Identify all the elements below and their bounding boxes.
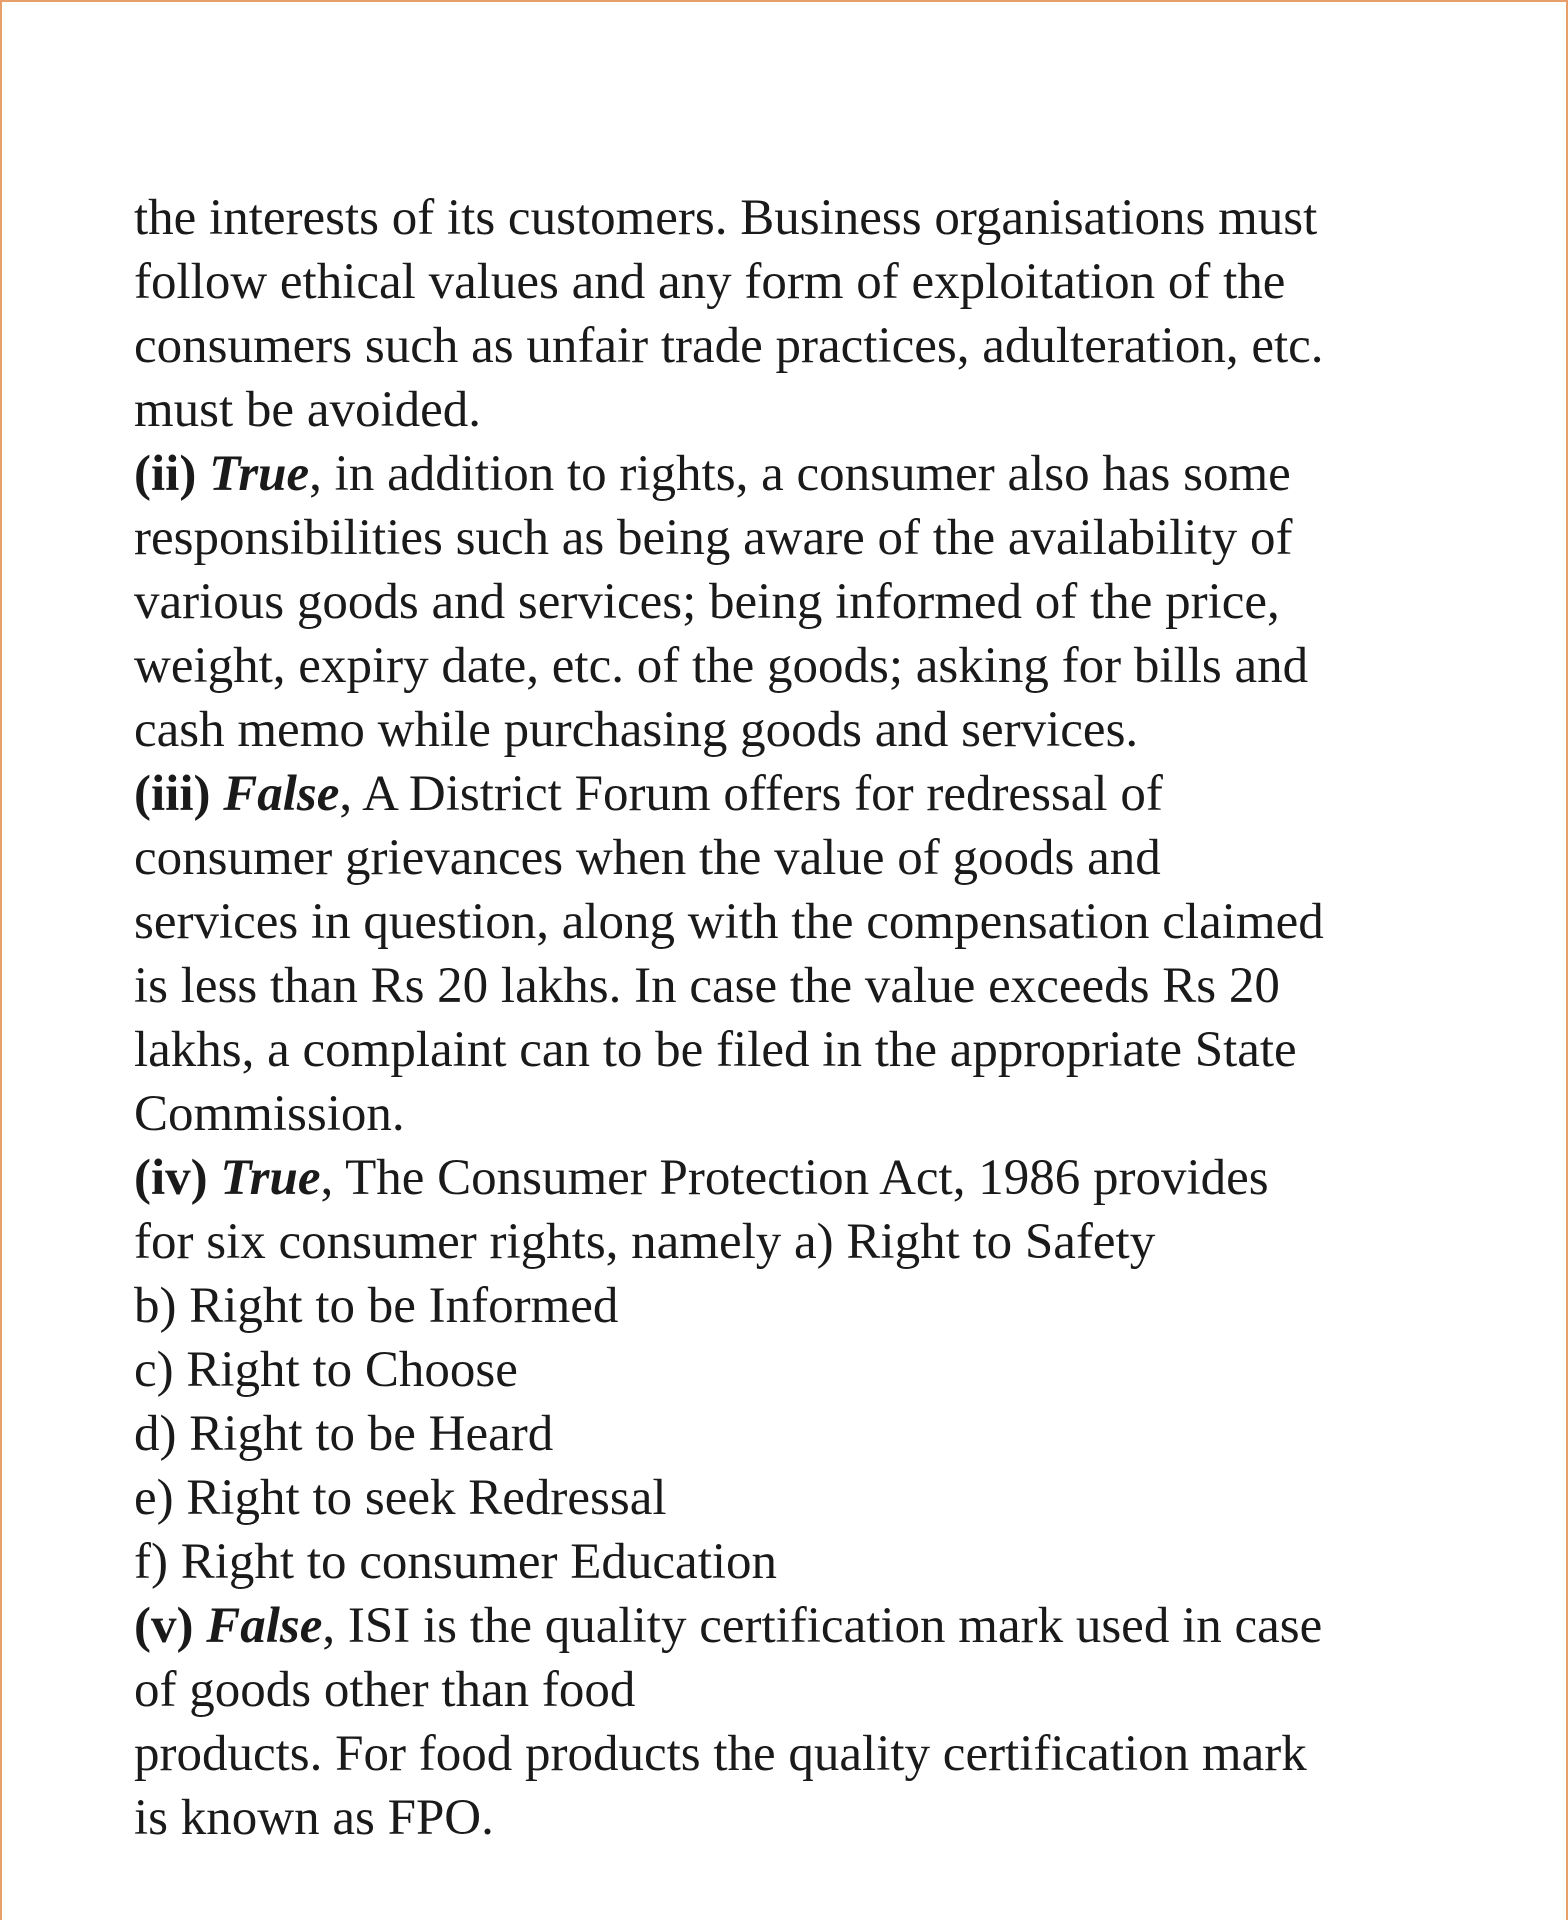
answer-text: , The Consumer Protection Act, 1986 provides (320, 1150, 1269, 1206)
text-line: of goods other than food (134, 1662, 636, 1718)
rights-list-item: f) Right to consumer Education (134, 1534, 778, 1590)
text-line: Commission. (134, 1086, 405, 1142)
text-line: must be avoided. (134, 382, 482, 438)
answer-first-line (134, 762, 1464, 826)
answer-text: , ISI is the quality certification mark used in case (322, 1598, 1323, 1654)
answer-ii (134, 442, 1464, 762)
text-line: follow ethical values and any form of exploitation of the (134, 254, 1286, 310)
text-line: is known as FPO. (134, 1790, 494, 1846)
text-line: products. For food products the quality certification mark (134, 1726, 1307, 1782)
answer-iii (134, 762, 1464, 1146)
rights-list-item: c) Right to Choose (134, 1342, 518, 1398)
text-line: responsibilities such as being aware of the availability of (134, 510, 1293, 566)
answer-number: (ii) (134, 446, 197, 502)
answer-first-line (134, 1146, 1464, 1210)
text-line: cash memo while purchasing goods and services. (134, 702, 1139, 758)
answer-number: (iii) (134, 766, 211, 822)
text-line: for six consumer rights, namely a) Right to Safety (134, 1214, 1156, 1270)
intro-paragraph (134, 186, 1464, 442)
answer-verdict: True (220, 1150, 321, 1206)
answer-number: (iv) (134, 1150, 208, 1206)
answer-v (134, 1594, 1464, 1850)
rights-list-item: e) Right to seek Redressal (134, 1470, 667, 1526)
answer-first-line (134, 442, 1464, 506)
rights-list-item: d) Right to be Heard (134, 1406, 554, 1462)
answer-verdict: False (206, 1598, 323, 1654)
text-line: services in question, along with the compensation claimed (134, 894, 1324, 950)
text-line: weight, expiry date, etc. of the goods; asking for bills and (134, 638, 1309, 694)
answer-text: , A District Forum offers for redressal of (339, 766, 1163, 822)
answer-text: , in addition to rights, a consumer also has some (309, 446, 1291, 502)
answer-number: (v) (134, 1598, 194, 1654)
text-line: consumers such as unfair trade practices, adulteration, etc. (134, 318, 1324, 374)
answer-iv (134, 1146, 1464, 1594)
document-body (134, 186, 1464, 1850)
answer-verdict: True (209, 446, 310, 502)
text-line: is less than Rs 20 lakhs. In case the value exceeds Rs 20 (134, 958, 1280, 1014)
answer-first-line (134, 1594, 1464, 1658)
text-line: various goods and services; being informed of the price, (134, 574, 1280, 630)
text-line: lakhs, a complaint can to be filed in the appropriate State (134, 1022, 1297, 1078)
rights-list-item: b) Right to be Informed (134, 1278, 619, 1334)
answer-verdict: False (223, 766, 340, 822)
text-line: the interests of its customers. Business organisations must (134, 190, 1318, 246)
text-line: consumer grievances when the value of goods and (134, 830, 1161, 886)
